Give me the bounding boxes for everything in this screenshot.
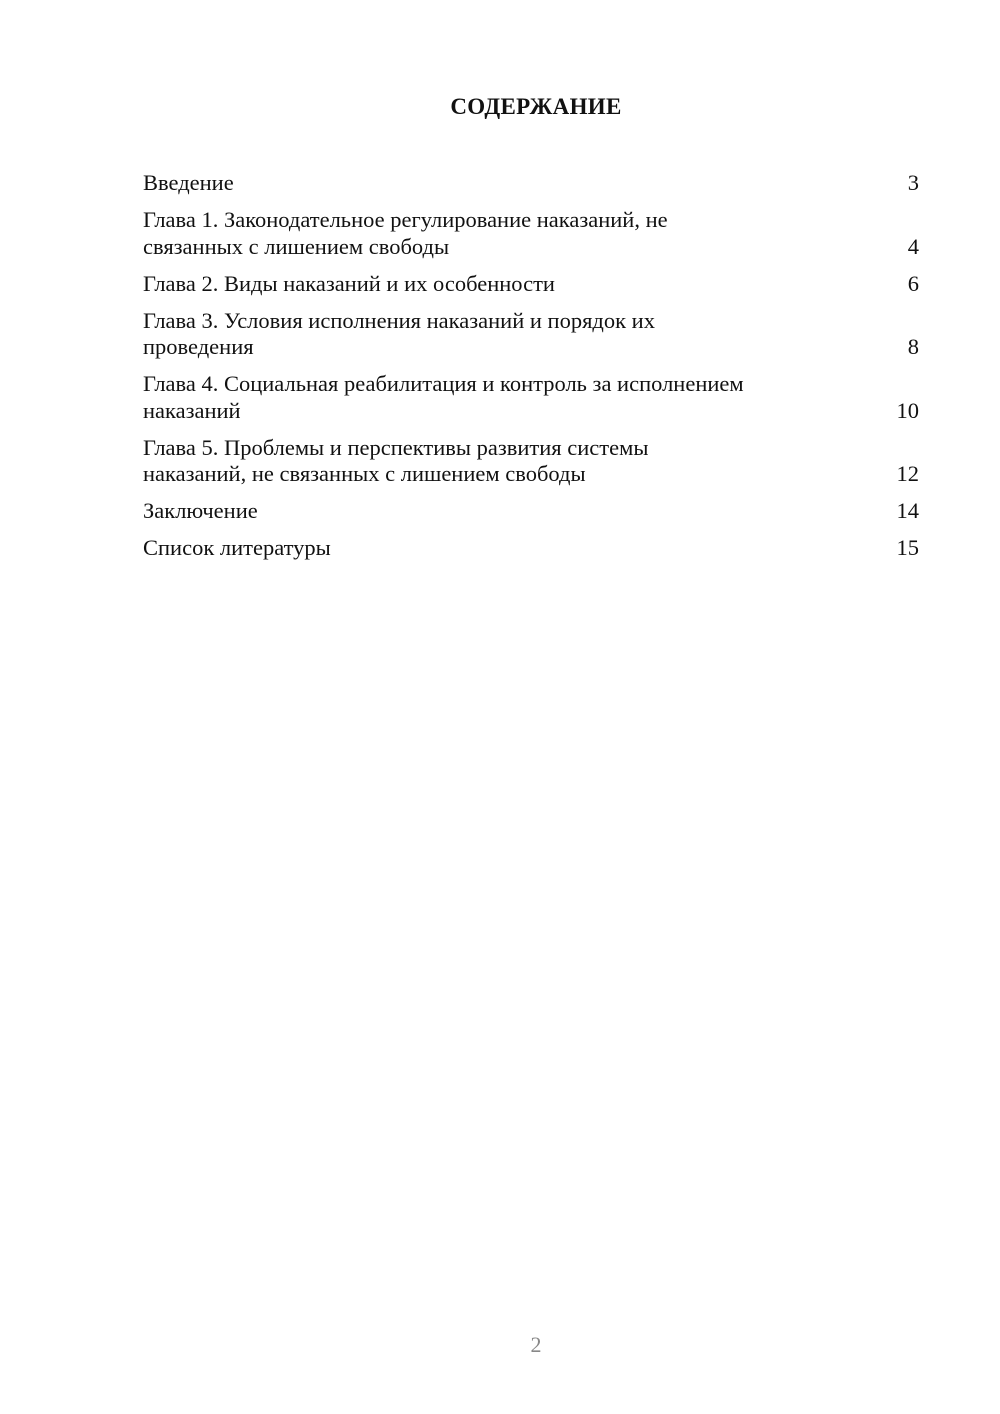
toc-entry-chapter-3	[143, 308, 919, 361]
toc-entry-title: Глава 2. Виды наказаний и их особенности	[143, 270, 555, 296]
toc-entry-page: 14	[896, 498, 919, 523]
toc-entry-chapter-4	[143, 371, 919, 424]
toc-entry-page: 8	[907, 334, 919, 359]
toc-entry-page: 3	[907, 170, 919, 195]
toc-entry-chapter-1	[143, 207, 919, 260]
toc-entry-title: Список литературы	[143, 535, 331, 560]
toc-entry-page: 4	[907, 233, 919, 259]
toc-entry-introduction	[143, 170, 919, 197]
toc-entry-title: Глава 5. Проблемы и перспективы развития системы наказаний, не связанных с лишением свободы	[143, 434, 649, 486]
page-title: СОДЕРЖАНИЕ	[450, 94, 622, 119]
toc-entry-title: Заключение	[143, 498, 258, 523]
toc-entry-page: 15	[896, 535, 919, 560]
toc-entry-conclusion	[143, 498, 919, 525]
toc-entry-page: 6	[907, 270, 919, 296]
toc-entry-chapter-5	[143, 435, 919, 488]
toc-entry-chapter-2	[143, 271, 919, 298]
toc-entry-page: 10	[896, 397, 919, 423]
table-of-contents	[143, 170, 919, 572]
toc-entry-title: Глава 4. Социальная реабилитация и контроль за исполнением наказаний	[143, 371, 744, 423]
page-number: 2	[530, 1332, 542, 1357]
toc-entry-bibliography	[143, 535, 919, 562]
toc-entry-title: Введение	[143, 170, 234, 195]
toc-entry-title: Глава 1. Законодательное регулирование наказаний, не связанных с лишением свободы	[143, 207, 668, 259]
toc-entry-title: Глава 3. Условия исполнения наказаний и порядок их проведения	[143, 307, 655, 359]
toc-entry-page: 12	[896, 461, 919, 486]
